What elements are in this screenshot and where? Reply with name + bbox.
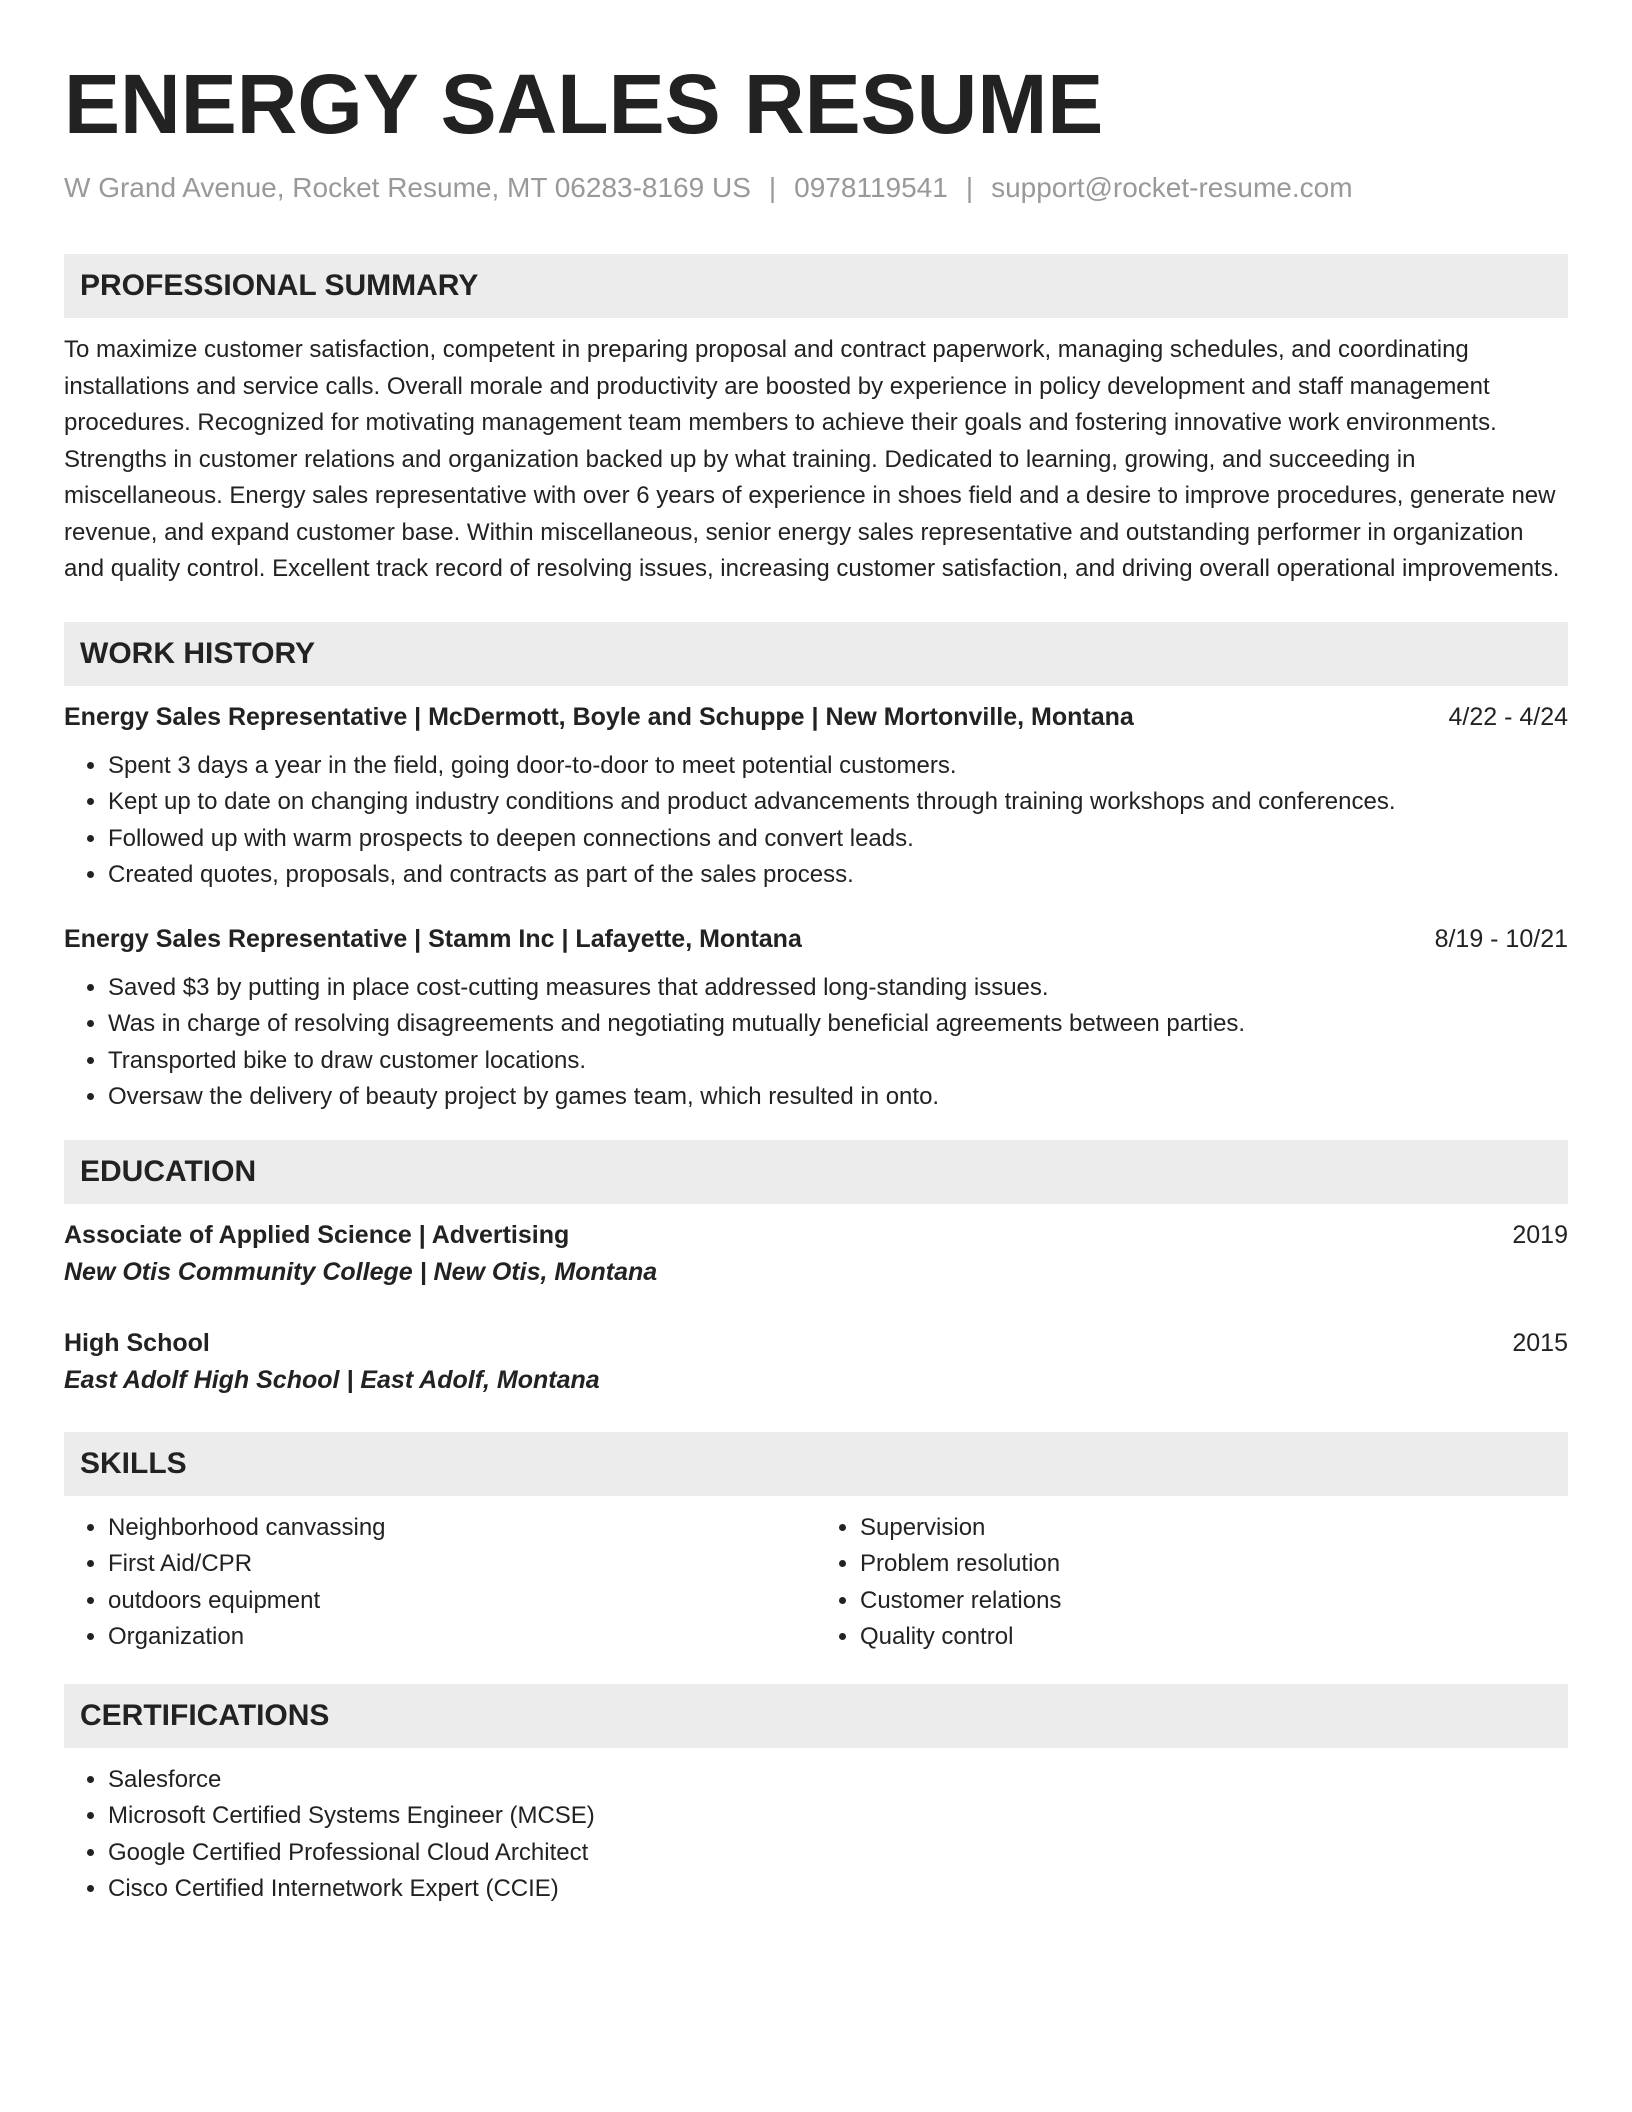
contact-email: support@rocket-resume.com [991,172,1353,203]
education-degree: Associate of Applied Science | Advertising [64,1220,570,1249]
list-item: • Supervision [860,1510,1568,1547]
list-item: • Google Certified Professional Cloud Architect [108,1835,1568,1872]
list-item: • Kept up to date on changing industry conditions and product advancements through training workshops and conferences. [108,784,1568,821]
section-header-skills: SKILLS [64,1432,1568,1496]
list-item: • Oversaw the delivery of beauty project by games team, which resulted in onto. [108,1079,1568,1116]
list-item: • Microsoft Certified Systems Engineer (MCSE) [108,1798,1568,1835]
education-degree: High School [64,1328,210,1357]
job-entry [64,922,1568,1116]
contact-line [64,170,1568,206]
list-item: • Spent 3 days a year in the field, going door-to-door to meet potential customers. [108,748,1568,785]
list-item: • Was in charge of resolving disagreements and negotiating mutually beneficial agreements between parties. [108,1006,1568,1043]
list-item: • Quality control [860,1619,1568,1656]
list-item: • outdoors equipment [108,1583,816,1620]
education-school: New Otis Community College | New Otis, Montana [64,1257,658,1286]
job-title: Energy Sales Representative | Stamm Inc | Lafayette, Montana [64,924,802,953]
education-entry [64,1218,1568,1290]
list-item: • Followed up with warm prospects to deepen connections and convert leads. [108,821,1568,858]
skills-list-right [816,1510,1568,1656]
section-header-work-history: WORK HISTORY [64,622,1568,686]
contact-address: W Grand Avenue, Rocket Resume, MT 06283-8169 US [64,172,751,203]
list-item: • Customer relations [860,1583,1568,1620]
list-item: • First Aid/CPR [108,1546,816,1583]
job-header [64,700,1568,734]
job-title: Energy Sales Representative | McDermott, Boyle and Schuppe | New Mortonville, Montana [64,702,1134,731]
job-dates: 4/22 - 4/24 [1448,702,1568,731]
resume-title: ENERGY SALES RESUME [64,57,1104,151]
list-item: • Transported bike to draw customer locations. [108,1043,1568,1080]
education-school: East Adolf High School | East Adolf, Montana [64,1365,600,1394]
education-entry [64,1326,1568,1398]
list-item: • Cisco Certified Internetwork Expert (CCIE) [108,1871,1568,1908]
contact-separator: | [965,172,974,203]
section-header-certifications: CERTIFICATIONS [64,1684,1568,1748]
job-dates: 8/19 - 10/21 [1434,924,1568,953]
section-header-education: EDUCATION [64,1140,1568,1204]
section-header-summary: PROFESSIONAL SUMMARY [64,254,1568,318]
skills-grid [64,1510,1568,1656]
list-item: • Neighborhood canvassing [108,1510,816,1547]
list-item: • Salesforce [108,1762,1568,1799]
contact-separator: | [768,172,777,203]
job-bullets [64,970,1568,1116]
job-entry [64,700,1568,894]
skills-list-left [64,1510,816,1656]
job-bullets [64,748,1568,894]
summary-text: To maximize customer satisfaction, competent in preparing proposal and contract paperwork, managing schedules, and coordinating installations and service calls. Overall morale and productivity are boosted by experience in policy development and staff management procedures. Recognized for motivating management team members to achieve their goals and fostering innovative work environments. Strengths in customer relations and organization backed up by what training. Dedicated to learning, growing, and succeeding in miscellaneous. Energy sales representative with over 6 years of experience in shoes field and a desire to improve procedures, generate new revenue, and expand customer base. Within miscellaneous, senior energy sales representative and outstanding performer in organization and quality control. Excellent track record of resolving issues, increasing customer satisfaction, and driving overall operational improvements. [64,336,1560,582]
education-header [64,1326,1568,1360]
list-item: • Organization [108,1619,816,1656]
list-item: • Saved $3 by putting in place cost-cutting measures that addressed long-standing issues. [108,970,1568,1007]
certifications-list [64,1762,1568,1908]
education-header [64,1218,1568,1252]
list-item: • Created quotes, proposals, and contracts as part of the sales process. [108,857,1568,894]
list-item: • Problem resolution [860,1546,1568,1583]
job-header [64,922,1568,956]
contact-phone: 0978119541 [794,172,948,203]
education-year: 2015 [1512,1328,1568,1357]
education-year: 2019 [1512,1220,1568,1249]
